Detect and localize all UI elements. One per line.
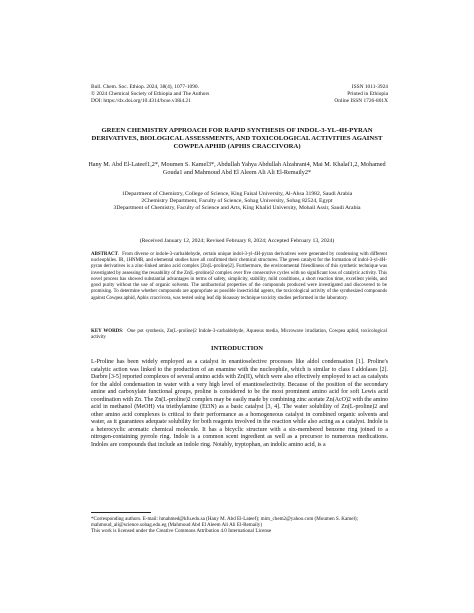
- license-note: This work is licensed under the Creative Commons Attribution 4.0 International License: [91, 528, 272, 535]
- abstract: ABSTRACT. From diverse or indole-3-carbaldehyde, certain unique indol-3-yl-4H-pyran derivatives were generated by condensing with different nucleophiles. IR, 1HNMR, and elemental studies have all confirmed their chemical structures. The green catalyst for the formation of indol-3-yl-4H-pyran derivatives is a zinc-linked amino acid complex [Zn(L-proline)2]. Furthermore, the environmental friendliness of this synthetic technique was investigated by assessing the reusability of the Zn(L-proline)2 complex over five consecutive cycles with no significant loss of catalytic activity. This novel process has showed substantial advantages in terms of safety, simplicity, stability, mild conditions, a short reaction time, excellent yields, and good purity without the use of organic solvents. The antibacterial properties of the compounds produced were investigated and discovered to be promising. To determine whether compounds are appropriate as possible insecticidal agents, the toxicological activity of the synthesized compounds against Cowpea aphid, Aphis craccivora, was tested using leaf dip bioassay technique toxicity studies performed in the laboratory.: [91, 252, 388, 301]
- corresponding-authors: *Corresponding authors. E-mail: hmahmed@kfu.edu.sa (Hany M. Abd El-Lateef); mim_chem2@yahoo.com (Moumen S. Kamel); mahmoud_ali@science.sohag.edu.eg (Mahmoud Abd El Aleem Ali Ali El-Remaily): [91, 516, 358, 529]
- introduction-text: L-Proline has been widely employed as a catalyst in enantioselective processes like aldol condensation [1]. Proline's catalytic action was linked to the production of an enamine with the nucleophile, which is similar to class I aldolases [2]. Darbre [3-5] reported complexes of several amino acids with Zn(II), which were also effectively employed to act as catalysts for the aldol condensation in water with a very high level of enantioselectivity. Because of the position of the secondary amine and carboxylate functional groups, proline is considered to be the most prominent amino acid for soft Lewis acid coordination with Zn. The Zn(L-proline)2 complex may be easily made by combining zinc acetate Zn(AcO)2 with the amino acid in methanol (MeOH) via triethylamine (Et3N) as a basic catalyst [3, 4]. The water solubility of Zn(L-proline)2 and other amino acid complexes is critical to their performance as a homogeneous catalyst in combined organic solvents and water, as it guarantees adequate solubility for both reagents involved in the reaction while also acting as a catalyst. Indole is a heterocyclic aromatic chemical molecule. It has a bicyclic structure with a six-membered benzene ring joined to a nitrogen-containing pyrrole ring. Indole is a common scent ingredient as well as a precursor to numerous medications. Indoles are compounds that include an indole ring. Notably, tryptophan, an indolic amino acid, is a: [91, 359, 389, 448]
- abstract-label: ABSTRACT: [91, 252, 118, 257]
- affiliations: [86, 191, 388, 212]
- footnote-divider: [91, 512, 151, 513]
- journal-citation: Bull. Chem. Soc. Ethiop. 2024, 38(4), 1077-1090.: [91, 84, 199, 90]
- abstract-text: From diverse or indole-3-carbaldehyde, certain unique indol-3-yl-4H-pyran derivatives were generated by condensing with different nucleophiles. IR, 1HNMR, and elemental studies have all confirmed their chemical structures. The green catalyst for the formation of indol-3-yl-4H-pyran derivatives is a zinc-linked amino acid complex [Zn(L-proline)2]. Furthermore, the environmental friendliness of this synthetic technique was investigated by assessing the reusability of the Zn(L-proline)2 complex over five consecutive cycles with no significant loss of catalytic activity. This novel process has showed substantial advantages in terms of safety, simplicity, stability, mild conditions, a short reaction time, excellent yields, and good purity without the use of organic solvents. The antibacterial properties of the compounds produced were investigated and discovered to be promising. To determine whether compounds are appropriate as possible insecticidal agents, the toxicological activity of the synthesized compounds against Cowpea aphid, Aphis craccivora, was tested using leaf dip bioassay technique toxicity studies performed in the laboratory.: [91, 252, 388, 301]
- doi-link[interactable]: DOI: https://dx.doi.org/10.4314/bcse.v38i4.21: [91, 97, 191, 104]
- paper-title: GREEN CHEMISTRY APPROACH FOR RAPID SYNTHESIS OF INDOL-3-YL-4H-PYRAN DERIVATIVES, BIOLOGICAL ASSESSMENTS, AND TOXICOLOGICAL ACTIVITIES AGAINST COWPEA APHID (APHIS CRACCIVORA): [91, 127, 383, 151]
- keywords: KEY WORDS: One pot synthesis, Zn(L-proline)2 Indole-3-carbaldehyde, Aqueous media, Microwave irradiation, Cowpea aphid, toxicological activity: [91, 329, 387, 341]
- affiliation-2: 2Chemistry Department, Faculty of Science, Sohag University, Sohag 82524, Egypt: [141, 198, 333, 204]
- footnotes: [91, 516, 388, 534]
- received-dates: (Received January 12, 2024; Revised February 8, 2024; Accepted February 13, 2024): [139, 238, 335, 244]
- keywords-label: KEY WORDS: [91, 329, 122, 334]
- journal-header: [91, 84, 388, 105]
- keywords-text: One pot synthesis, Zn(L-proline)2 Indole-3-carbaldehyde, Aqueous media, Microwave irradiation, Cowpea aphid, toxicological activity: [91, 329, 387, 341]
- introduction-heading: INTRODUCTION: [210, 345, 263, 352]
- copyright: © 2024 Chemical Society of Ethiopia and The Authors: [91, 90, 210, 97]
- affiliation-3: 3Department of Chemistry, Faculty of Science and Arts, King Khalid University, Mohail Assir, Saudi Arabia: [113, 205, 361, 211]
- online-issn: Online ISSN 1726-801X: [334, 97, 388, 104]
- author-list: Hany M. Abd El-Lateef1,2*, Moumen S. Kamel3*, Abdullah Yahya Abdullah Alzahrani4, Mai M. Khalaf1,2, Mohamed Gouda1 and Mahmoud Abd El Aleem Ali Ali El-Remaily2*: [88, 161, 386, 176]
- issn: ISSN 1011-3924: [351, 84, 388, 90]
- affiliation-1: 1Department of Chemistry, College of Science, King Faisal University, Al-Ahsa 31982, Saudi Arabia: [121, 191, 353, 197]
- printed-in: Printed in Ethiopia: [347, 90, 388, 97]
